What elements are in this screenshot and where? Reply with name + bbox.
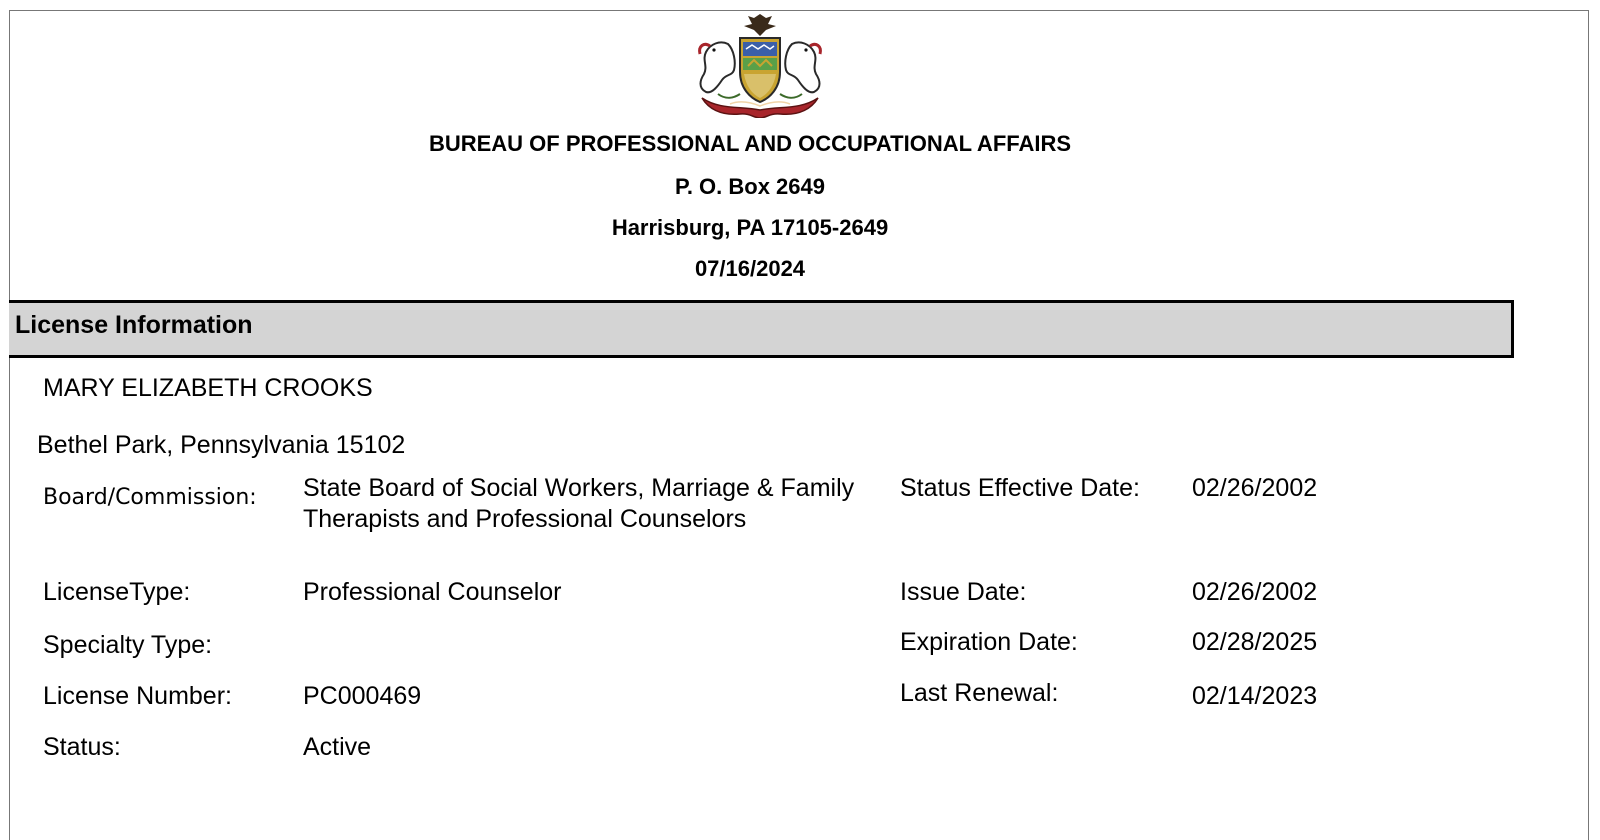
po-box: P. O. Box 2649 <box>674 174 825 199</box>
last-renewal-value: 02/14/2023 <box>1192 682 1318 710</box>
section-title: License Information <box>15 311 253 339</box>
report-date: 07/16/2024 <box>694 256 806 281</box>
status-effective-date-value: 02/26/2002 <box>1192 474 1318 502</box>
issue-date-value: 02/26/2002 <box>1192 578 1318 606</box>
expiration-date-value: 02/28/2025 <box>1192 628 1318 656</box>
board-commission-value: State Board of Social Workers, Marriage & Family Therapists and Professional Counselors <box>303 474 855 533</box>
status-value: Active <box>303 733 372 761</box>
city-state-zip: Harrisburg, PA 17105-2649 <box>611 215 889 240</box>
license-number-value: PC000469 <box>303 682 422 710</box>
board-commission-label: Board/Commission: <box>43 485 257 510</box>
specialty-type-label: Specialty Type: <box>43 631 213 659</box>
expiration-date-label: Expiration Date: <box>900 628 1078 656</box>
licensee-name: MARY ELIZABETH CROOKS <box>43 374 373 402</box>
pennsylvania-seal-icon <box>680 14 840 118</box>
licensee-location: Bethel Park, Pennsylvania 15102 <box>37 431 406 459</box>
license-type-label: LicenseType: <box>43 578 191 606</box>
bureau-name: BUREAU OF PROFESSIONAL AND OCCUPATIONAL AFFAIRS <box>428 131 1072 156</box>
status-effective-date-label: Status Effective Date: <box>900 474 1140 502</box>
status-label: Status: <box>43 733 121 761</box>
license-type-value: Professional Counselor <box>303 578 562 606</box>
last-renewal-label: Last Renewal: <box>900 679 1059 707</box>
license-number-label: License Number: <box>43 682 232 710</box>
issue-date-label: Issue Date: <box>900 578 1027 606</box>
license-information-bar <box>9 300 1514 358</box>
